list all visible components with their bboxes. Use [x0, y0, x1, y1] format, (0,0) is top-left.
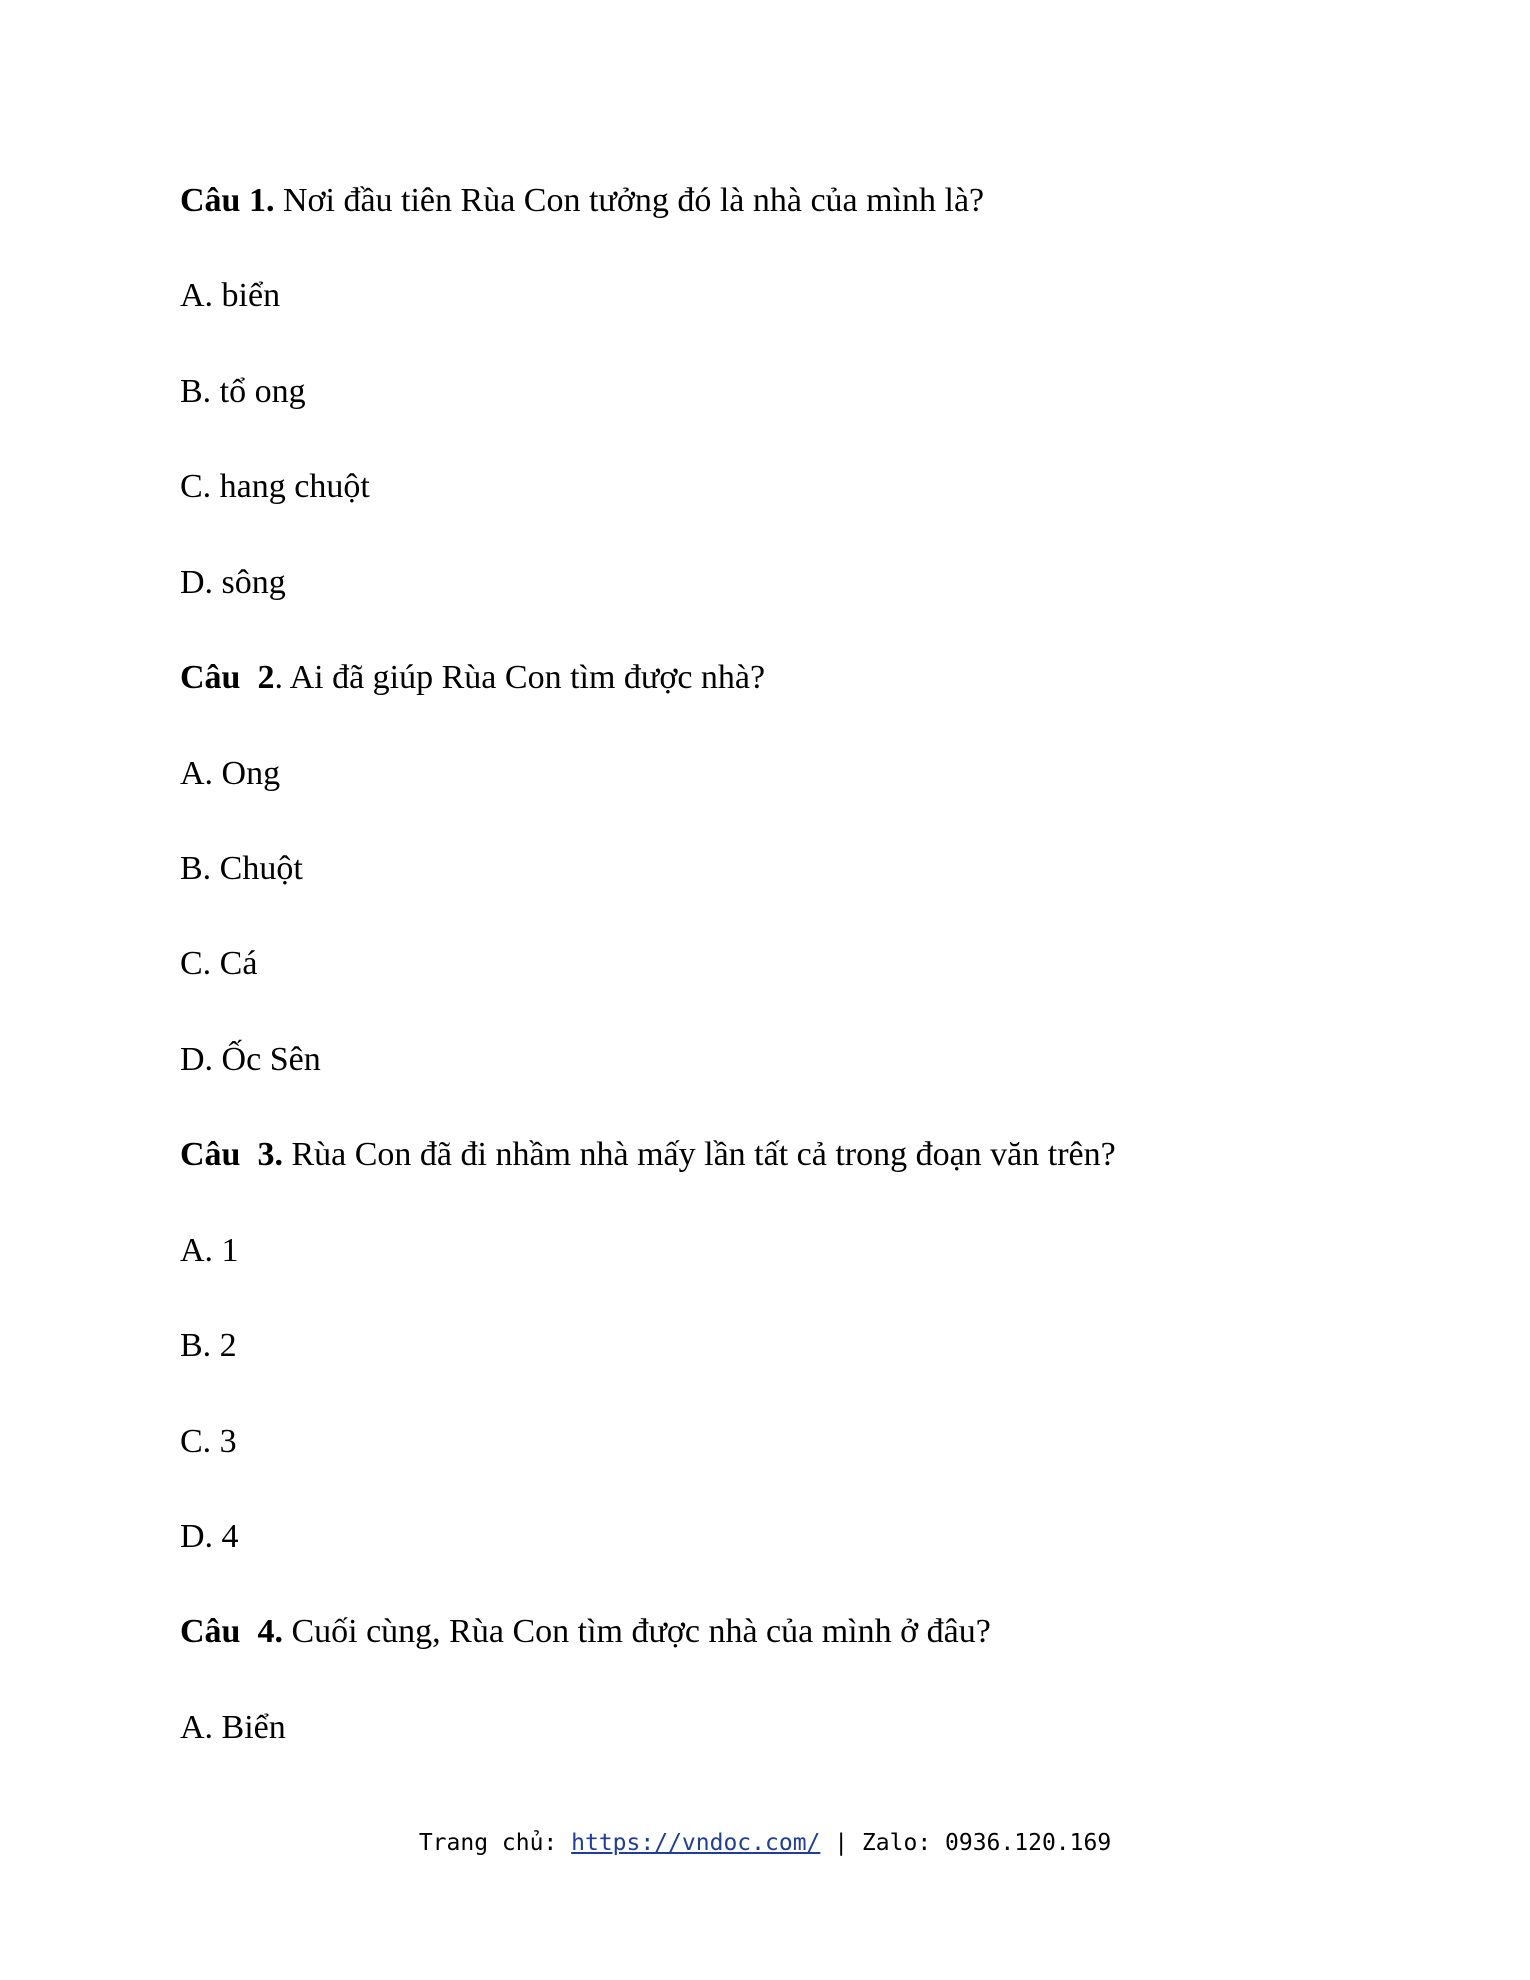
- question-label: Câu 2: [180, 659, 275, 696]
- footer-contact: | Zalo: 0936.120.169: [820, 1830, 1112, 1856]
- question-label: Câu 3.: [180, 1136, 283, 1173]
- option-1c: C. hang chuột: [180, 468, 370, 505]
- question-text: . Ai đã giúp Rùa Con tìm được nhà?: [274, 659, 766, 696]
- question-4: [180, 1612, 991, 1652]
- option-4a: A. Biển: [180, 1709, 286, 1746]
- question-text: Nơi đầu tiên Rùa Con tưởng đó là nhà của mình là?: [274, 182, 985, 219]
- question-3: [180, 1135, 1116, 1175]
- question-text: Rùa Con đã đi nhầm nhà mấy lần tất cả trong đoạn văn trên?: [282, 1136, 1116, 1173]
- question-2: [180, 658, 765, 698]
- page-footer: [0, 1828, 1530, 1858]
- option-2b: B. Chuột: [180, 850, 303, 887]
- option-1b: B. tổ ong: [180, 373, 306, 410]
- question-text: Cuối cùng, Rùa Con tìm được nhà của mình ở đâu?: [282, 1613, 991, 1650]
- question-1: [180, 181, 984, 221]
- option-3b: B. 2: [180, 1327, 237, 1364]
- option-2d: D. Ốc Sên: [180, 1041, 321, 1078]
- footer-prefix: Trang chủ:: [418, 1830, 572, 1856]
- option-3c: C. 3: [180, 1423, 237, 1460]
- option-1d: D. sông: [180, 564, 286, 601]
- option-2c: C. Cá: [180, 945, 258, 982]
- question-label: Câu 1.: [180, 182, 275, 219]
- question-label: Câu 4.: [180, 1613, 283, 1650]
- option-3a: A. 1: [180, 1232, 239, 1269]
- option-3d: D. 4: [180, 1518, 239, 1555]
- homepage-link[interactable]: https://vndoc.com/: [571, 1830, 821, 1856]
- option-2a: A. Ong: [180, 755, 281, 792]
- option-1a: A. biển: [180, 277, 281, 314]
